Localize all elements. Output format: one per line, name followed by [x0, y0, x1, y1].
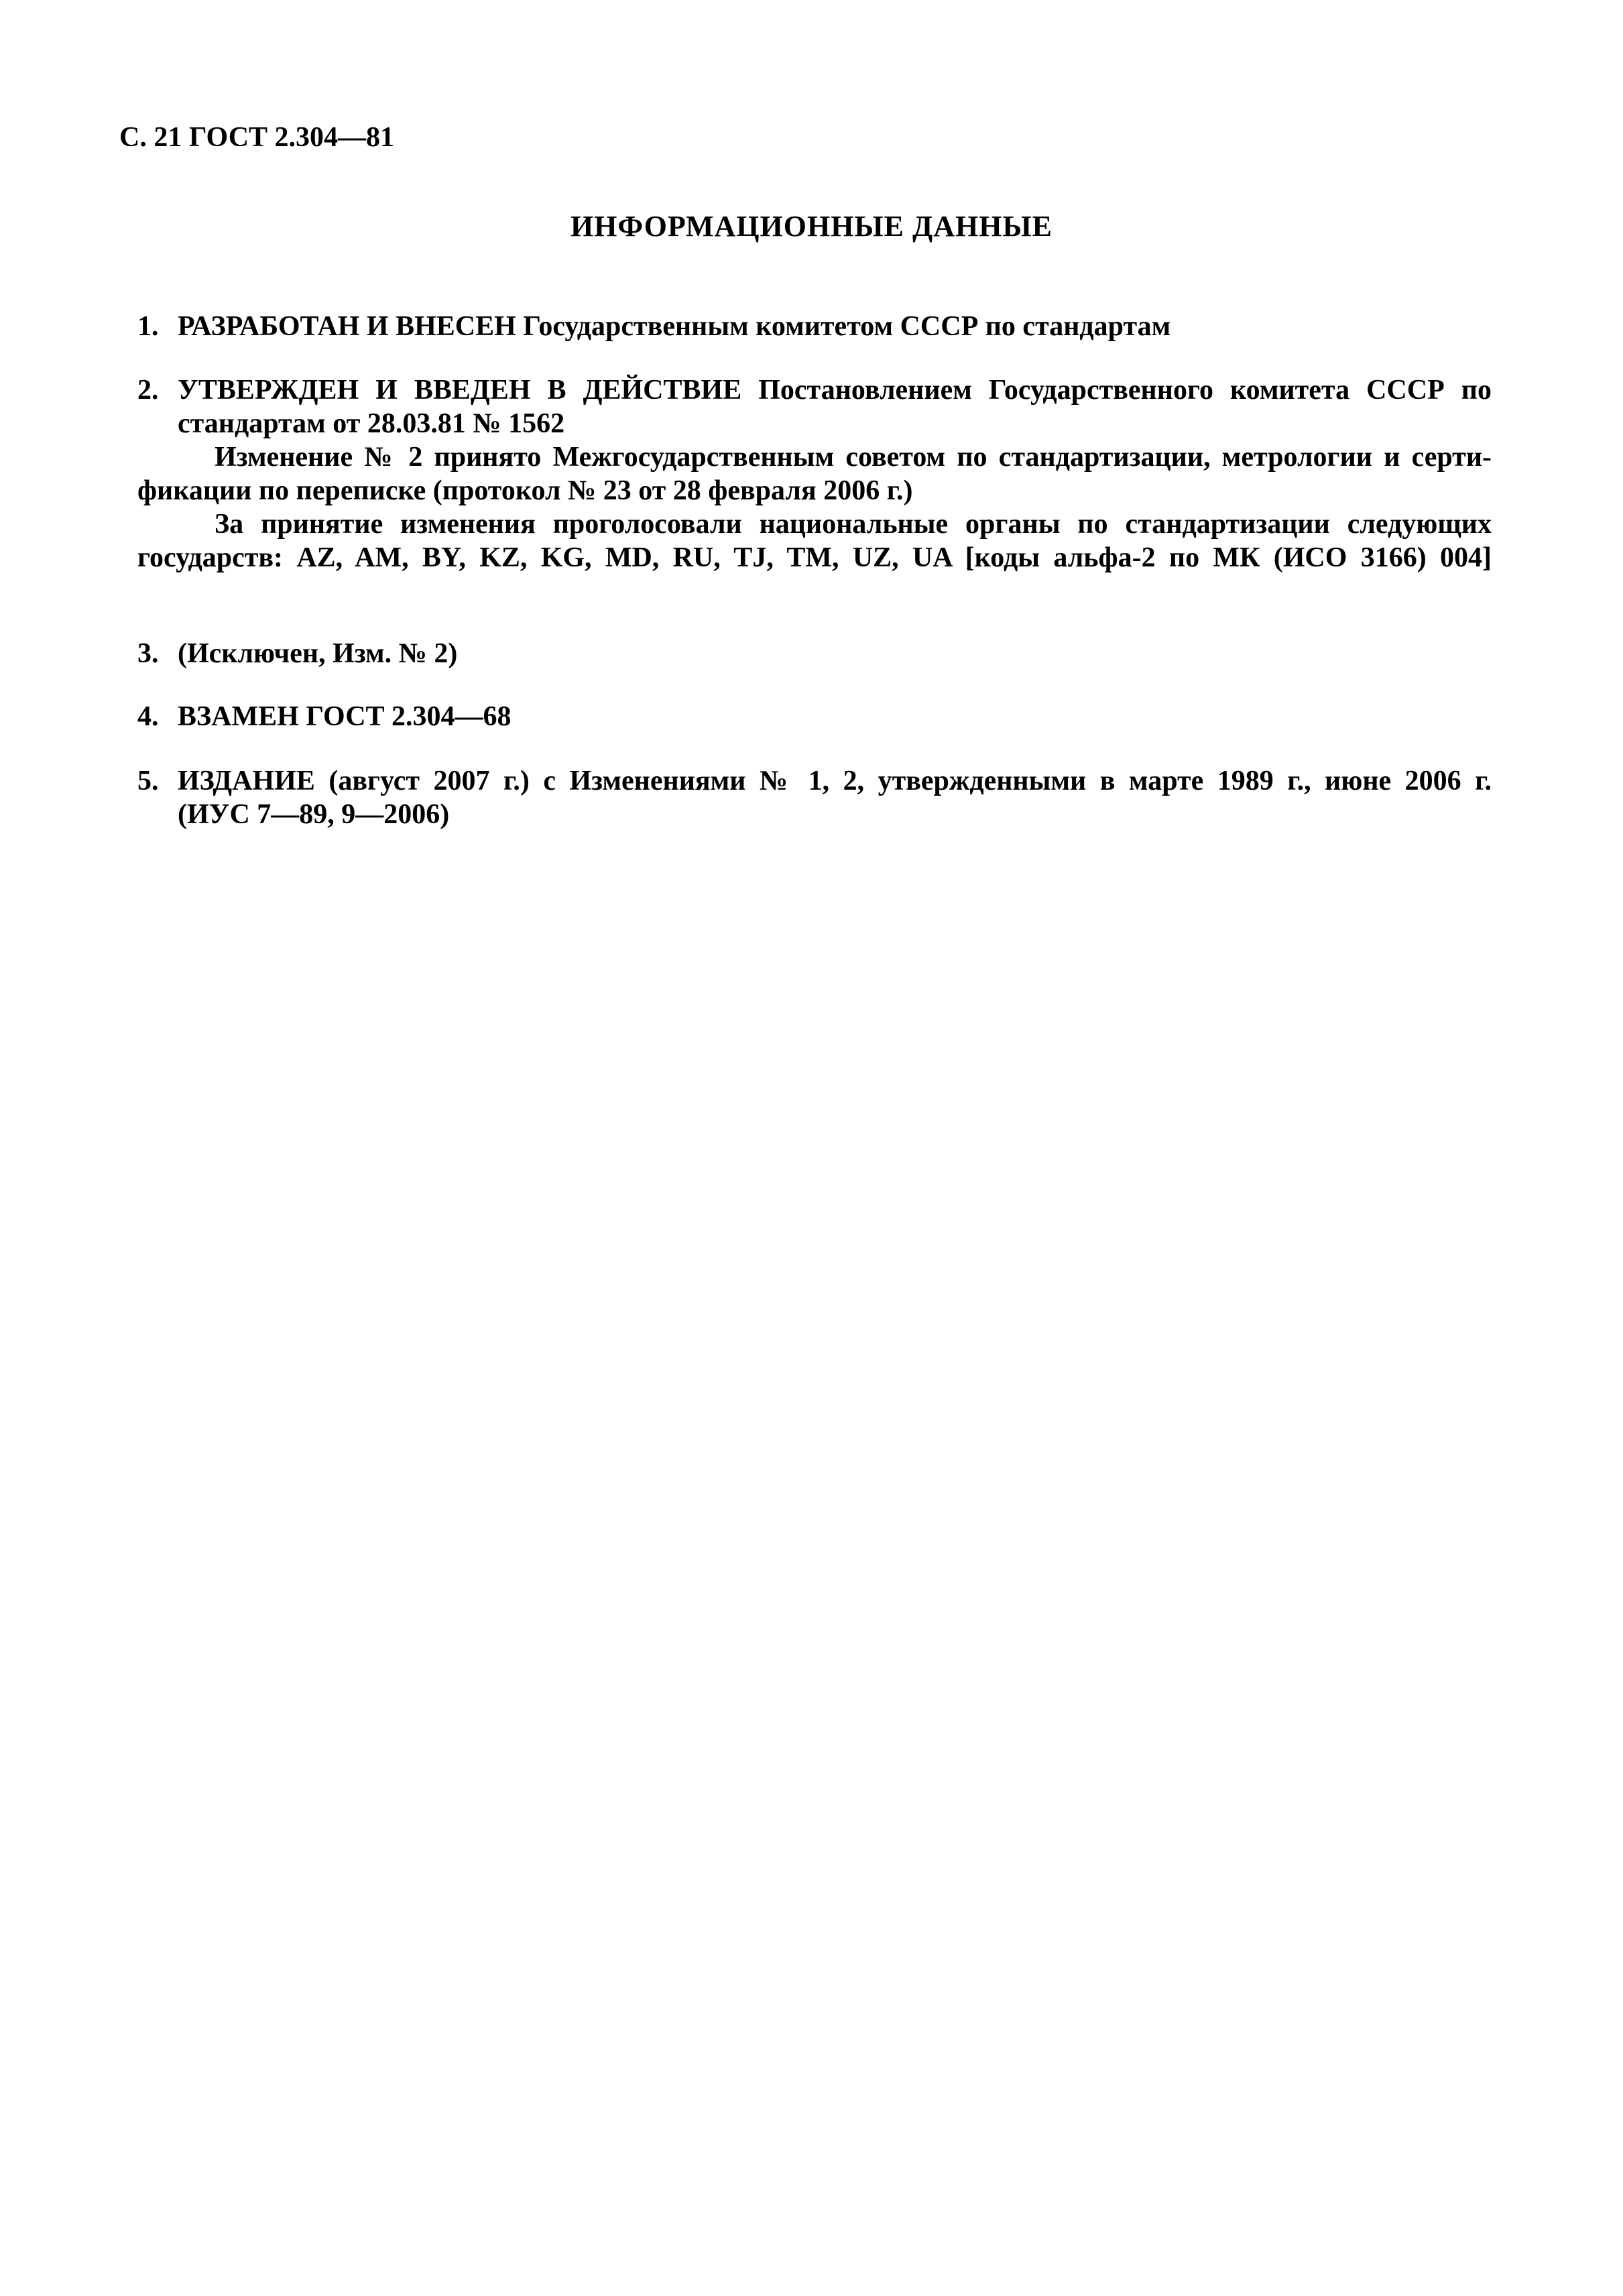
item-text-line: стандартам от 28.03.81 № 1562	[178, 408, 565, 439]
item-number: 1.	[137, 311, 159, 342]
item-text: (Исключен, Изм. № 2)	[178, 638, 458, 669]
amendment-line: фикации по переписке (протокол № 23 от 28 февраля 2006 г.)	[137, 475, 913, 506]
item-number: 4.	[137, 701, 159, 732]
item-text: РАЗРАБОТАН И ВНЕСЕН Государственным комитетом СССР по стандартам	[178, 311, 1171, 342]
item-text-line: (ИУС 7—89, 9—2006)	[178, 799, 450, 830]
document-title: ИНФОРМАЦИОННЫЕ ДАННЫЕ	[570, 210, 1053, 243]
page-header: С. 21 ГОСТ 2.304—81	[119, 122, 395, 153]
vote-line: За принятие изменения проголосовали национальные органы по стандартизации следующих	[215, 509, 1492, 540]
vote-line: государств: AZ, AM, BY, KZ, KG, MD, RU, TJ, TM, UZ, UA [коды альфа-2 по МК (ИСО 3166) 004]	[137, 542, 1492, 573]
vote-paragraph	[137, 507, 1492, 575]
item-text-line: УТВЕРЖДЕН И ВВЕДЕН В ДЕЙСТВИЕ Постановлением Государственного комитета СССР по	[178, 375, 1492, 406]
amendment-paragraph	[137, 440, 1492, 507]
item-text: ВЗАМЕН ГОСТ 2.304—68	[178, 701, 512, 732]
item-text-line: ИЗДАНИЕ (август 2007 г.) с Изменениями № 1, 2, утвержденными в марте 1989 г., июне 2006 г.	[178, 766, 1492, 796]
list-item-5	[137, 764, 1492, 831]
list-item-1	[137, 310, 1492, 343]
amendment-line: Изменение № 2 принято Межгосударственным советом по стандартизации, метрологии и серти-	[215, 442, 1492, 473]
list-item-3	[137, 637, 1492, 670]
item-number: 5.	[137, 766, 159, 796]
list-item-2	[137, 373, 1492, 440]
item-number: 2.	[137, 375, 159, 406]
list-item-4	[137, 700, 1492, 733]
item-number: 3.	[137, 638, 159, 669]
